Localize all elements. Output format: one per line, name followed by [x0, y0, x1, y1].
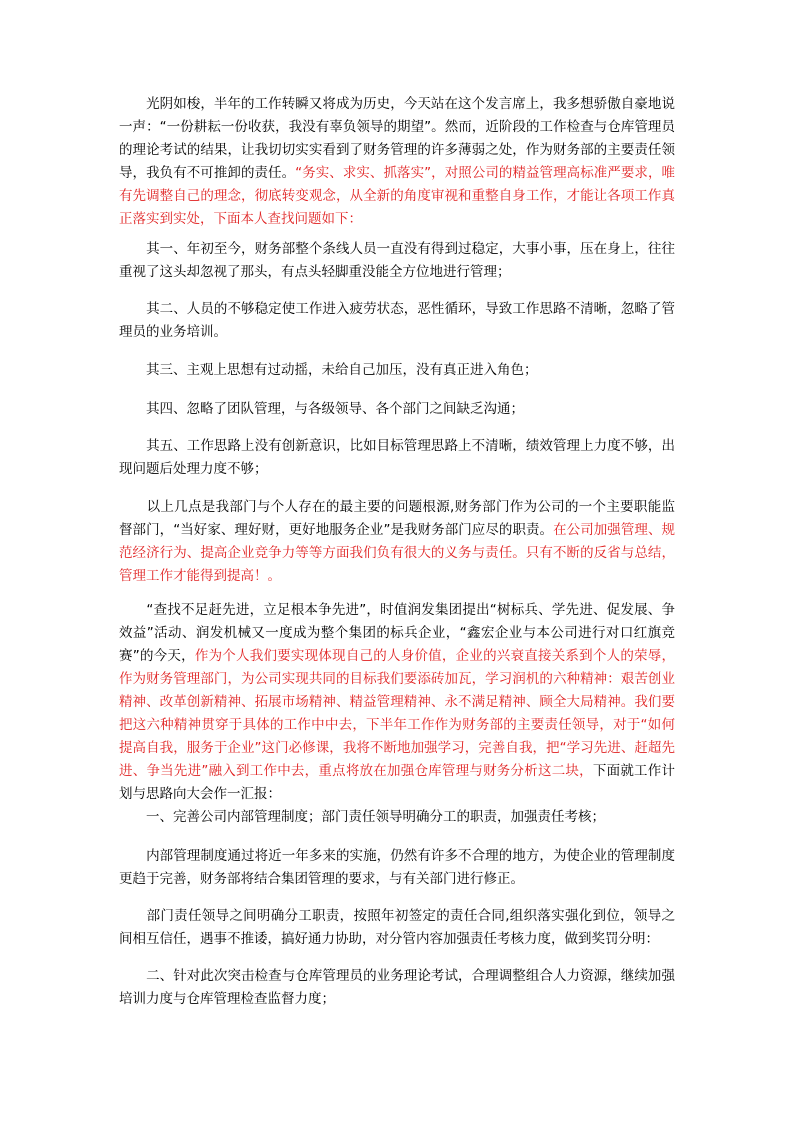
paragraph-plan-1-detail-b: 部门责任领导之间明确分工职责，按照年初签定的责任合同,组织落实强化到位，领导之间相互信任，遇事不推诿，搞好通力协助，对分管内容加强责任考核力度，做到奖罚分明： — [119, 908, 675, 947]
paragraph-intro-text: 光阴如梭，半年的工作转瞬又将成为历史，今天站在这个发言席上，我多想骄傲自豪地说一声：“一份耕耘一份收获，我没有辜负领导的期望”。然而，近阶段的工作检查与仓库管理员的理论考试的结果，让我切切实实看到了财务管理的许多薄弱之处，作为财务部的主要责任领导，我负有不可推卸的责任。 — [119, 96, 675, 181]
paragraph-summary — [119, 496, 675, 588]
paragraph-plan-1: 一、完善公司内部管理制度；部门责任领导明确分工的职责，加强责任考核； — [119, 809, 605, 825]
paragraph-issue-1: 其一、年初至今，财务部整个条线人员一直没有得到过稳定，大事小事，压在身上，往往重视了这头却忽视了那头，有点头轻脚重没能全方位地进行管理； — [119, 241, 675, 280]
paragraph-summary-text: 以上几点是我部门与个人存在的最主要的问题根源,财务部门作为公司的一个主要职能监督部门，“当好家、理好财，更好地服务企业”是我财务部门应尽的职责。 — [119, 499, 675, 538]
paragraph-intro — [119, 93, 675, 231]
paragraph-plan-1-detail-a: 内部管理制度通过将近一年多来的实施，仍然有许多不合理的地方，为使企业的管理制度更趋于完善，财务部将结合集团管理的要求，与有关部门进行修正。 — [119, 848, 675, 887]
paragraph-plan-intro — [119, 599, 675, 806]
paragraph-plan-intro-highlight: 作为个人我们要实现体现自己的人身价值，企业的兴衰直接关系到个人的荣辱，作为财务管理部门，为公司实现共同的目标我们要添砖加瓦，学习润机的六种精神：艰苦创业精神、改革创新精神、拓展市场精神、精益管理精神、永不满足精神、顾全大局精神。我们要把这六种精神贯穿于具体的工作中中去，下半年工作作为财务部的主要责任领导，对于“如何提高自我，服务于企业”这门必修课，我将不断地加强学习，完善自我，把“学习先进、赶超先进、争当先进”融入到工作中去，重点将放在加强仓库管理与财务分析这二块， — [119, 648, 675, 779]
paragraph-summary-highlight: 在公司加强管理、规范经济行为、提高企业竞争力等等方面我们负有很大的义务与责任。只有不断的反省与总结，管理工作才能得到提高！。 — [119, 522, 675, 584]
paragraph-issue-2: 其二、人员的不够稳定使工作进入疲劳状态，恶性循环，导致工作思路不清晰，忽略了管理员的业务培训。 — [119, 301, 675, 340]
paragraph-intro-highlight: “务实、求实、抓落实”，对照公司的精益管理高标准严要求，唯有先调整自己的理念，彻底转变观念，从全新的角度审视和重整自身工作，才能让各项工作真正落实到实处，下面本人查找问题如下： — [119, 165, 675, 227]
paragraph-issue-4: 其四、忽略了团队管理，与各级领导、各个部门之间缺乏沟通； — [119, 401, 524, 417]
paragraph-plan-2: 二、针对此次突击检查与仓库管理员的业务理论考试，合理调整组合人力资源，继续加强培训力度与仓库管理检查监督力度； — [119, 968, 675, 1007]
paragraph-plan-intro-text: “查找不足赶先进，立足根本争先进”，时值润发集团提出“树标兵、学先进、促发展、争效益”活动、润发机械又一度成为整个集团的标兵企业，“鑫宏企业与本公司进行对口红旗竞赛”的今天， — [119, 602, 675, 664]
paragraph-issue-3: 其三、主观上思想有过动摇，未给自己加压，没有真正进入角色； — [119, 362, 538, 378]
paragraph-issue-5: 其五、工作思路上没有创新意识，比如目标管理思路上不清晰，绩效管理上力度不够，出现问题后处理力度不够； — [119, 438, 675, 477]
paragraph-plan-intro-tail: 下面就工作计划与思路向大会作一汇报： — [119, 763, 676, 802]
